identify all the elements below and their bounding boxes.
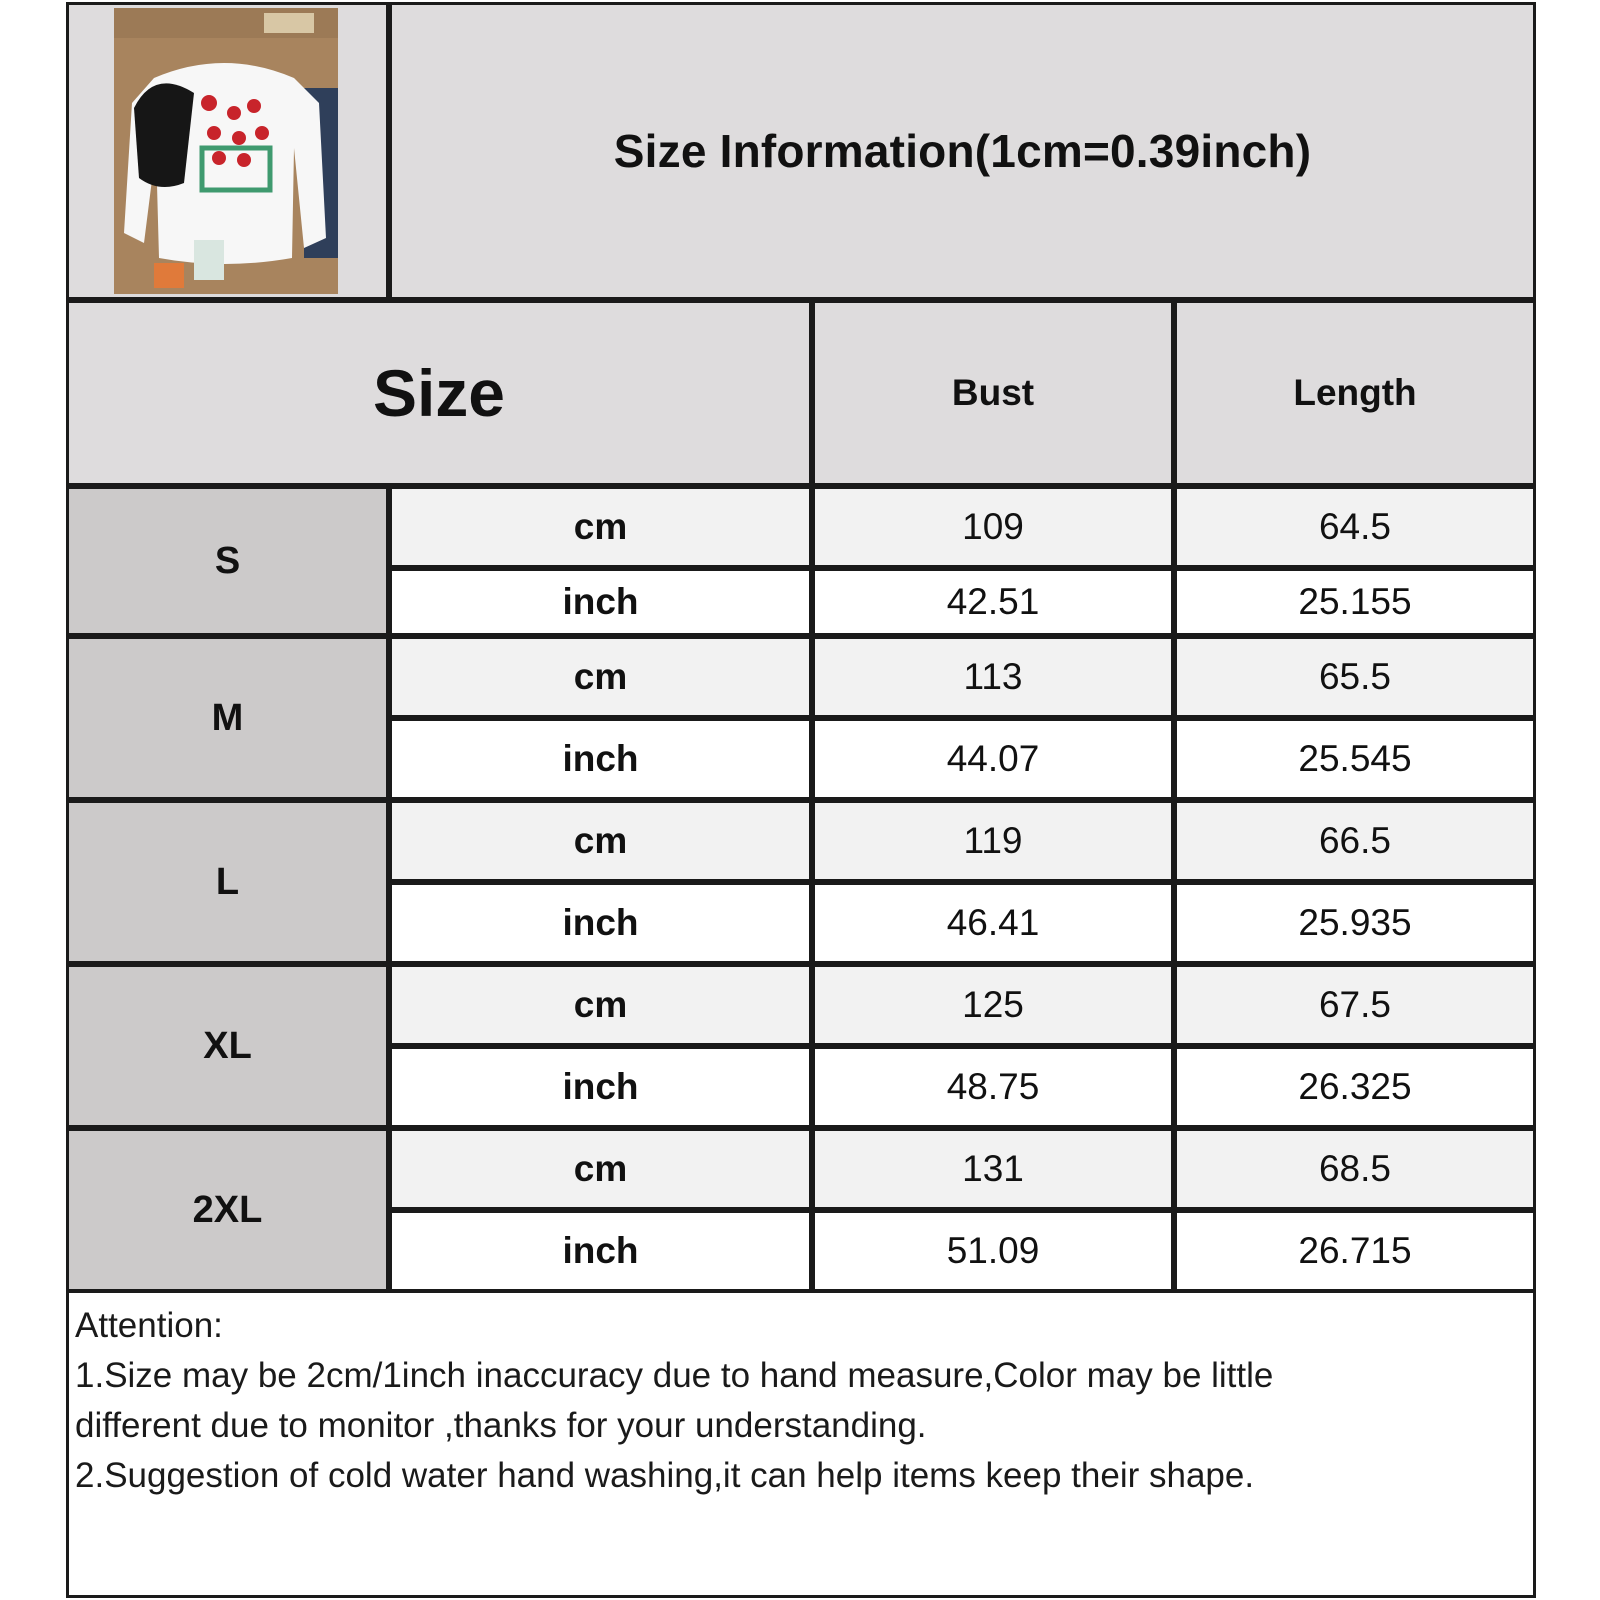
bust-value: 46.41	[812, 882, 1174, 964]
unit-cell: inch	[389, 1046, 812, 1128]
notes-line: 1.Size may be 2cm/1inch inaccuracy due to hand measure,Color may be little	[75, 1356, 1274, 1395]
sweatshirt-illustration	[114, 8, 338, 294]
notes-heading: Attention:	[75, 1306, 223, 1345]
length-value: 65.5	[1174, 636, 1536, 718]
length-value: 25.935	[1174, 882, 1536, 964]
unit-cell: inch	[389, 718, 812, 800]
size-label-2xl: 2XL	[66, 1128, 389, 1292]
unit-cell: cm	[389, 636, 812, 718]
bust-value: 48.75	[812, 1046, 1174, 1128]
length-value: 26.715	[1174, 1210, 1536, 1292]
unit-cell: cm	[389, 964, 812, 1046]
bust-value: 109	[812, 486, 1174, 568]
length-value: 25.155	[1174, 568, 1536, 636]
unit-cell: cm	[389, 800, 812, 882]
size-label-l: L	[66, 800, 389, 964]
length-value: 66.5	[1174, 800, 1536, 882]
length-value: 68.5	[1174, 1128, 1536, 1210]
unit-cell: cm	[389, 486, 812, 568]
size-label-m: M	[66, 636, 389, 800]
page-title: Size Information(1cm=0.39inch)	[389, 2, 1536, 300]
product-image	[114, 8, 338, 294]
notes-line: 2.Suggestion of cold water hand washing,it can help items keep their shape.	[75, 1456, 1255, 1495]
attention-notes	[66, 1290, 1536, 1598]
bust-value: 119	[812, 800, 1174, 882]
unit-cell: inch	[389, 1210, 812, 1292]
bust-value: 44.07	[812, 718, 1174, 800]
bust-value: 131	[812, 1128, 1174, 1210]
size-label-s: S	[66, 486, 389, 636]
length-value: 25.545	[1174, 718, 1536, 800]
length-column-header: Length	[1174, 300, 1536, 486]
unit-cell: inch	[389, 568, 812, 636]
unit-cell: cm	[389, 1128, 812, 1210]
bust-value: 51.09	[812, 1210, 1174, 1292]
bust-value: 125	[812, 964, 1174, 1046]
size-chart	[66, 2, 1536, 1598]
bust-value: 113	[812, 636, 1174, 718]
bust-column-header: Bust	[812, 300, 1174, 486]
bust-value: 42.51	[812, 568, 1174, 636]
size-label-xl: XL	[66, 964, 389, 1128]
size-column-header: Size	[66, 300, 812, 486]
length-value: 67.5	[1174, 964, 1536, 1046]
length-value: 26.325	[1174, 1046, 1536, 1128]
length-value: 64.5	[1174, 486, 1536, 568]
unit-cell: inch	[389, 882, 812, 964]
notes-line: different due to monitor ,thanks for your understanding.	[75, 1406, 927, 1445]
